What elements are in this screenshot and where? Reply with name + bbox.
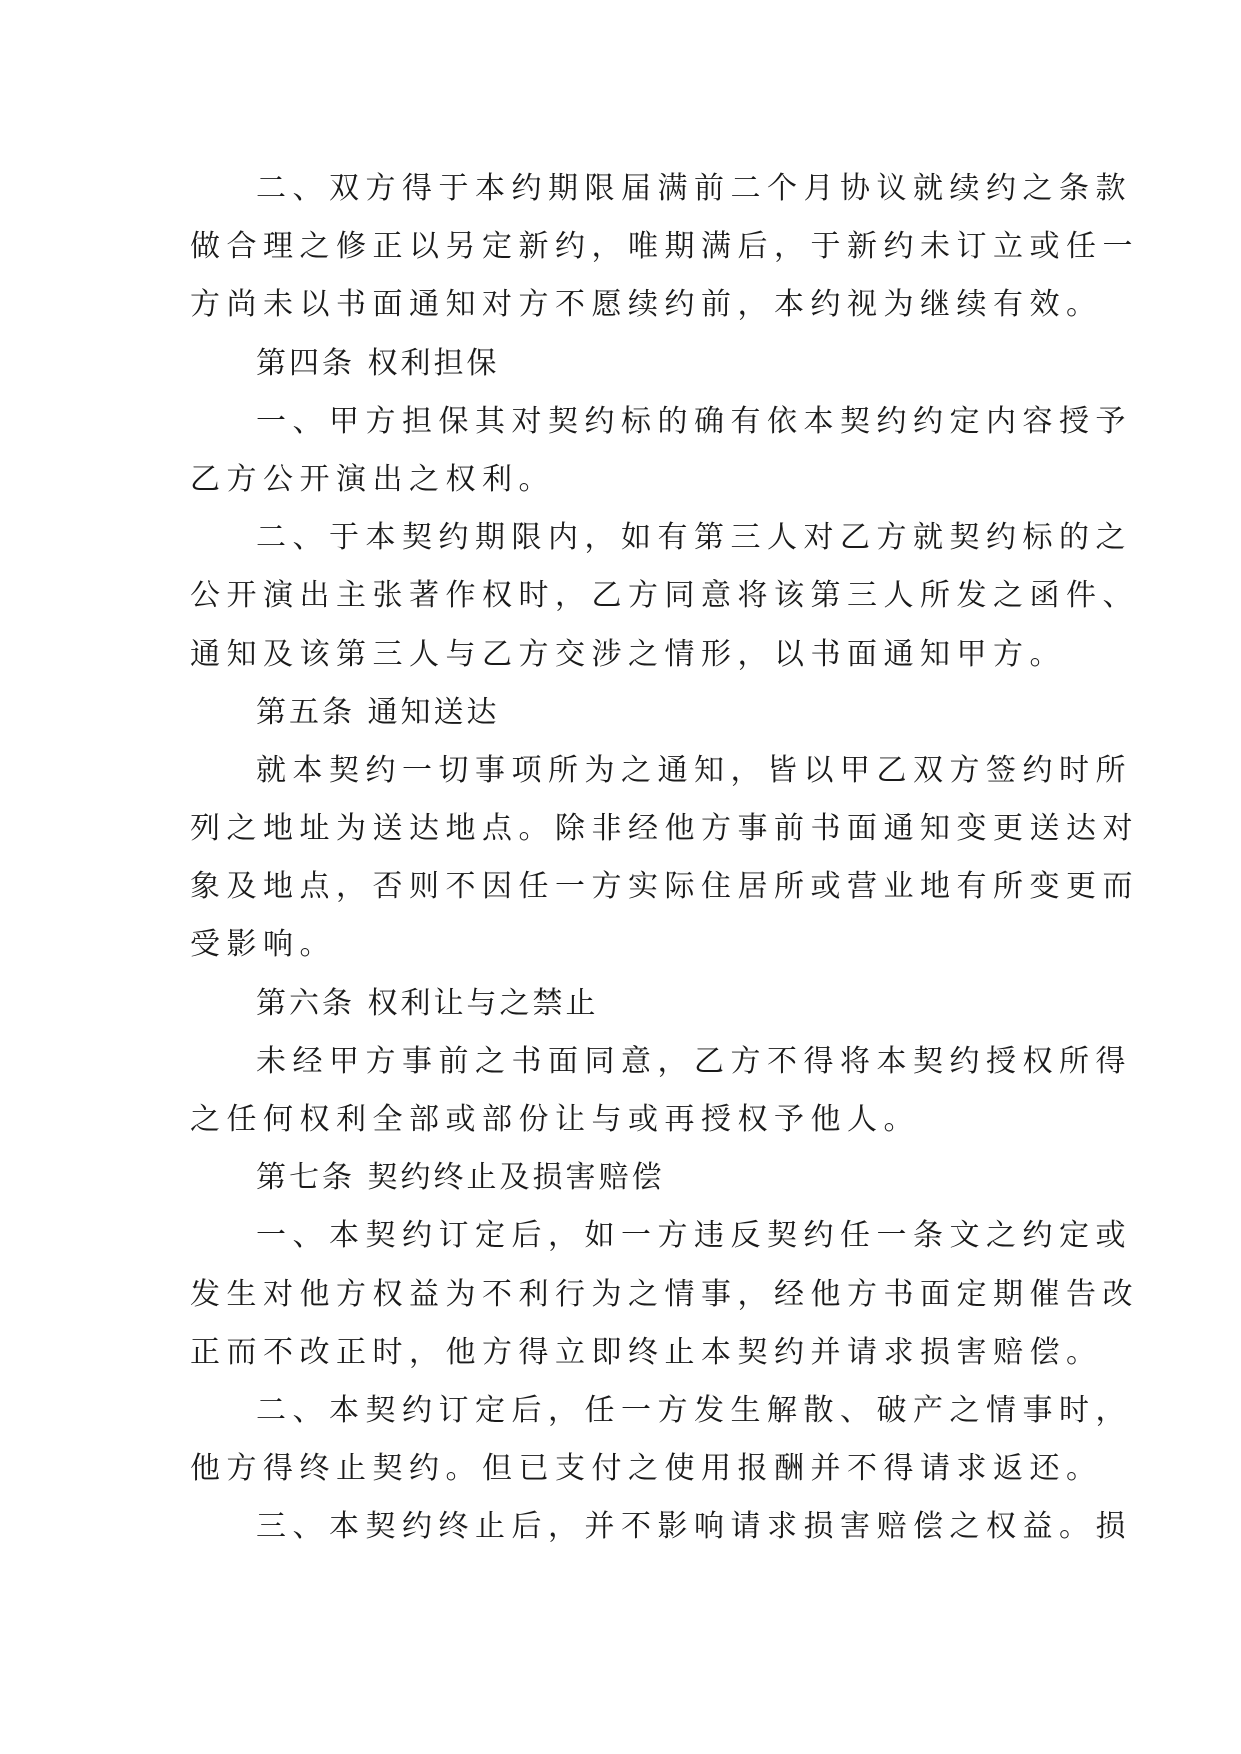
- text-line: 二、双方得于本约期限届满前二个月协议就续约之条款: [256, 171, 1132, 206]
- text-line: 方尚未以书面通知对方不愿续约前，本约视为继续有效。: [190, 287, 1103, 323]
- document-body: [190, 160, 1139, 1557]
- text-line: 受影响。: [190, 927, 336, 963]
- article-heading: 第七条 契约终止及损害赔偿: [256, 1160, 665, 1196]
- text-line: 三、本契约终止后，并不影响请求损害赔偿之权益。损: [256, 1509, 1132, 1545]
- text-line: 一、本契约订定后，如一方违反契约任一条文之约定或: [256, 1218, 1132, 1254]
- text-line: 未经甲方事前之书面同意，乙方不得将本契约授权所得: [256, 1043, 1132, 1079]
- text-line: 正而不改正时，他方得立即终止本契约并请求损害赔偿。: [190, 1334, 1103, 1370]
- text-line: 就本契约一切事项所为之通知，皆以甲乙双方签约时所: [256, 752, 1132, 788]
- text-line: 通知及该第三人与乙方交涉之情形，以书面通知甲方。: [190, 636, 1066, 672]
- text-line: 象及地点，否则不因任一方实际住居所或营业地有所变更而: [190, 869, 1139, 905]
- text-line: 一、甲方担保其对契约标的确有依本契约约定内容授予: [256, 403, 1132, 439]
- text-line: 之任何权利全部或部份让与或再授权予他人。: [190, 1102, 920, 1137]
- text-line: 二、本契约订定后，任一方发生解散、破产之情事时，: [256, 1392, 1132, 1428]
- article-heading: 第四条 权利担保: [256, 345, 500, 381]
- text-line: 二、于本契约期限内，如有第三人对乙方就契约标的之: [256, 520, 1132, 556]
- text-line: 做合理之修正以另定新约，唯期满后，于新约未订立或任一: [190, 229, 1139, 265]
- text-line: 发生对他方权益为不利行为之情事，经他方书面定期催告改: [190, 1276, 1139, 1312]
- text-line: 乙方公开演出之权利。: [190, 461, 555, 497]
- article-heading: 第六条 权利让与之禁止: [256, 985, 599, 1021]
- article-heading: 第五条 通知送达: [256, 694, 500, 730]
- text-line: 列之地址为送达地点。除非经他方事前书面通知变更送达对: [190, 811, 1139, 847]
- text-line: 他方得终止契约。但已支付之使用报酬并不得请求返还。: [190, 1451, 1103, 1487]
- text-line: 公开演出主张著作权时，乙方同意将该第三人所发之函件、: [190, 578, 1139, 614]
